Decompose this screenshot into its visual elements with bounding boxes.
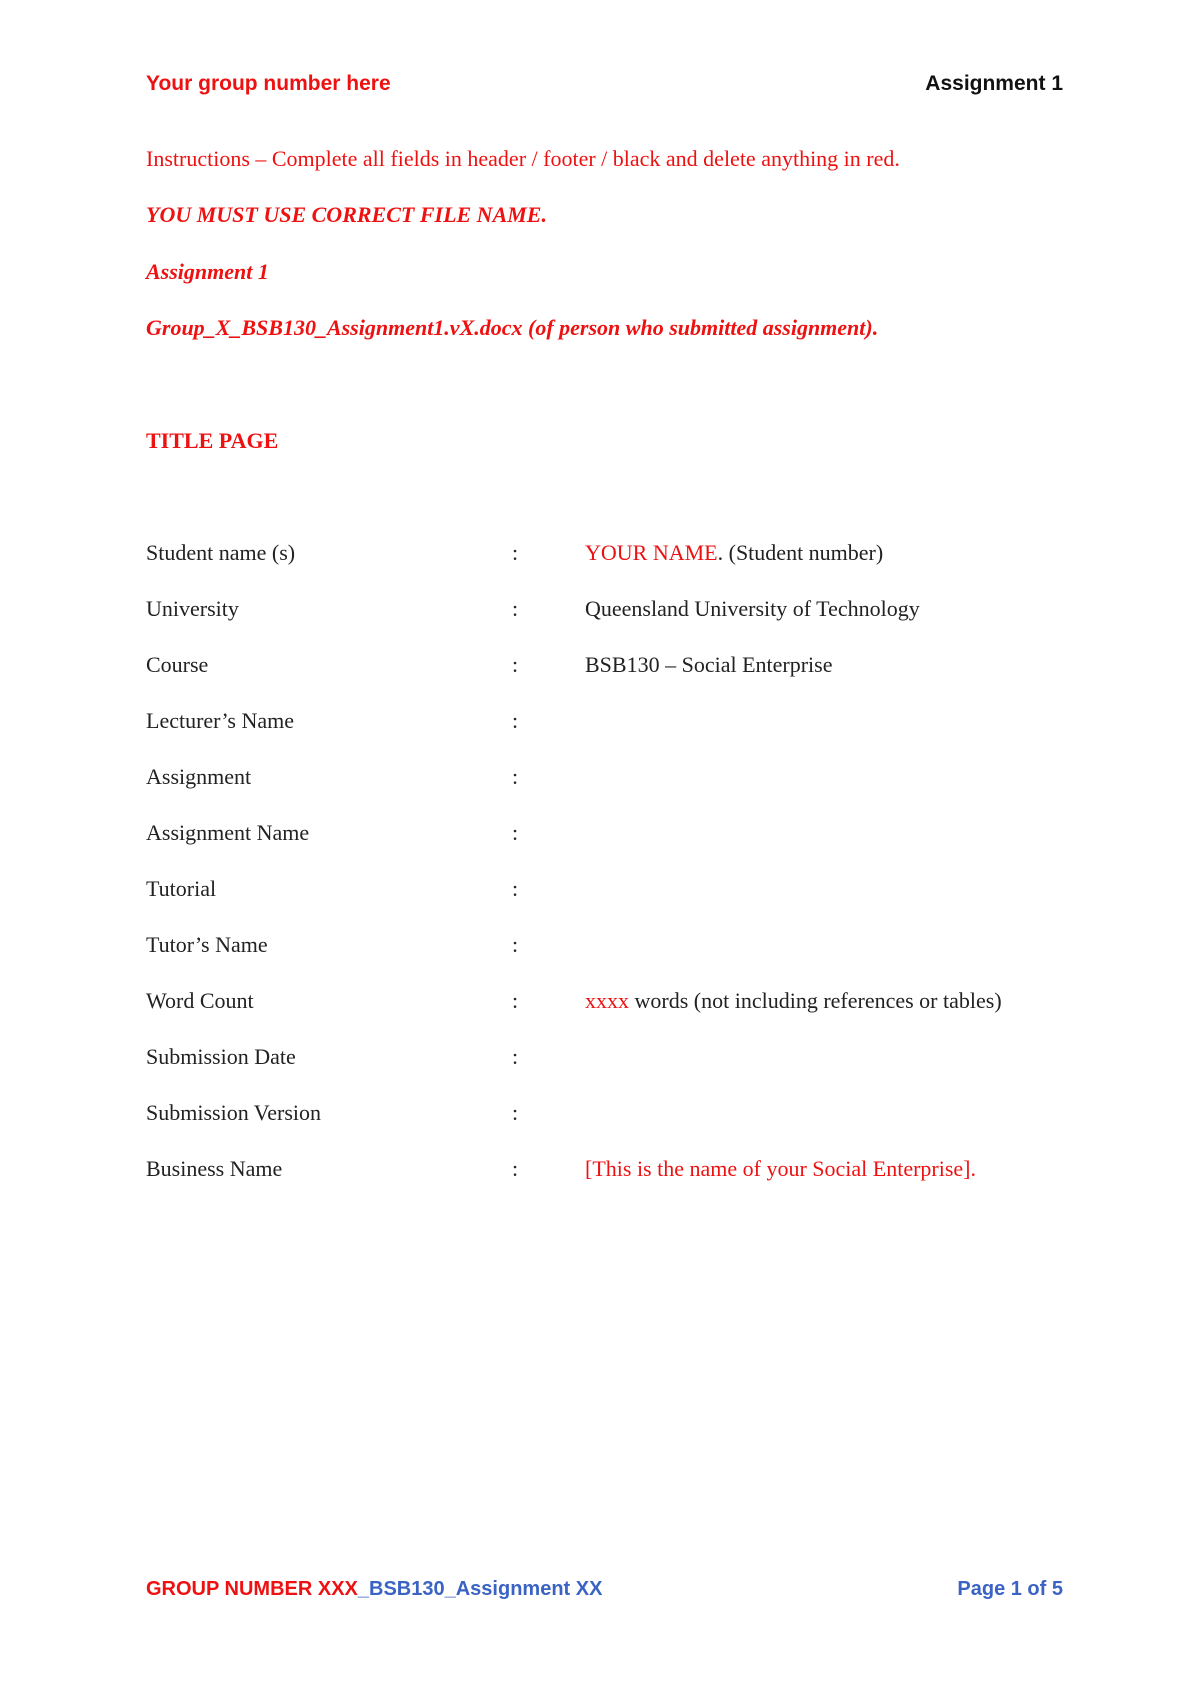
field-colon: : [512, 764, 519, 789]
field-value-placeholder: YOUR NAME [585, 540, 718, 565]
field-label: Student name (s) [146, 540, 296, 565]
page-header [146, 72, 1063, 106]
field-label: Submission Date [146, 1044, 296, 1069]
field-label: Submission Version [146, 1100, 322, 1125]
field-colon: : [512, 876, 519, 901]
field-row-business-name [0, 1156, 1200, 1190]
field-label: Lecturer’s Name [146, 708, 295, 733]
field-colon: : [512, 596, 519, 621]
instructions-text: Instructions – Complete all fields in header / footer / black and delete anything in red. [146, 146, 900, 171]
field-colon: : [512, 988, 519, 1013]
field-value-placeholder: xxxx [585, 988, 629, 1013]
field-colon: : [512, 1156, 519, 1181]
field-row-university [0, 596, 1200, 630]
assignment-label: Assignment 1 [146, 259, 269, 284]
field-row-tutor-name [0, 932, 1200, 966]
field-value-text: BSB130 – Social Enterprise [585, 652, 833, 677]
field-row-assignment-name [0, 820, 1200, 854]
field-value-placeholder: [This is the name of your Social Enterprise]. [585, 1156, 977, 1181]
field-label: Tutor’s Name [146, 932, 268, 957]
field-colon: : [512, 932, 519, 957]
field-colon: : [512, 708, 519, 733]
field-colon: : [512, 1100, 519, 1125]
page-footer [146, 1578, 1063, 1612]
field-row-submission-version [0, 1100, 1200, 1134]
footer-page-number: Page 1 of 5 [957, 1578, 1063, 1600]
field-value[interactable] [585, 1156, 976, 1182]
field-label: Business Name [146, 1156, 283, 1181]
field-colon: : [512, 1044, 519, 1069]
file-name-format: Group_X_BSB130_Assignment1.vX.docx (of person who submitted assignment). [146, 315, 879, 340]
field-colon: : [512, 820, 519, 845]
field-value-text: Queensland University of Technology [585, 596, 920, 621]
field-value-text: . (Student number) [717, 540, 884, 565]
field-label: Assignment Name [146, 820, 310, 845]
field-label: Word Count [146, 988, 254, 1013]
field-label: Assignment [146, 764, 252, 789]
field-label: University [146, 596, 239, 621]
footer-assignment-code: _BSB130_Assignment XX [357, 1578, 603, 1600]
field-value[interactable] [585, 540, 883, 566]
field-value[interactable] [585, 652, 832, 678]
footer-file-label [146, 1578, 602, 1601]
field-value[interactable] [585, 988, 1002, 1014]
field-row-student-name [0, 540, 1200, 574]
field-label: Course [146, 652, 209, 677]
field-row-submission-date [0, 1044, 1200, 1078]
footer-group-number: GROUP NUMBER XXX [146, 1578, 358, 1600]
field-label: Tutorial [146, 876, 217, 901]
header-group-number: Your group number here [146, 72, 391, 95]
title-page-heading: TITLE PAGE [146, 428, 279, 453]
field-row-lecturer-name [0, 708, 1200, 742]
field-value[interactable] [585, 596, 920, 622]
header-assignment-title: Assignment 1 [925, 72, 1063, 95]
field-value-text: words (not including references or tables) [629, 988, 1002, 1013]
field-row-word-count [0, 988, 1200, 1022]
field-colon: : [512, 652, 519, 677]
field-colon: : [512, 540, 519, 565]
field-row-assignment [0, 764, 1200, 798]
file-name-warning: YOU MUST USE CORRECT FILE NAME. [146, 202, 547, 227]
field-row-course [0, 652, 1200, 686]
field-row-tutorial [0, 876, 1200, 910]
